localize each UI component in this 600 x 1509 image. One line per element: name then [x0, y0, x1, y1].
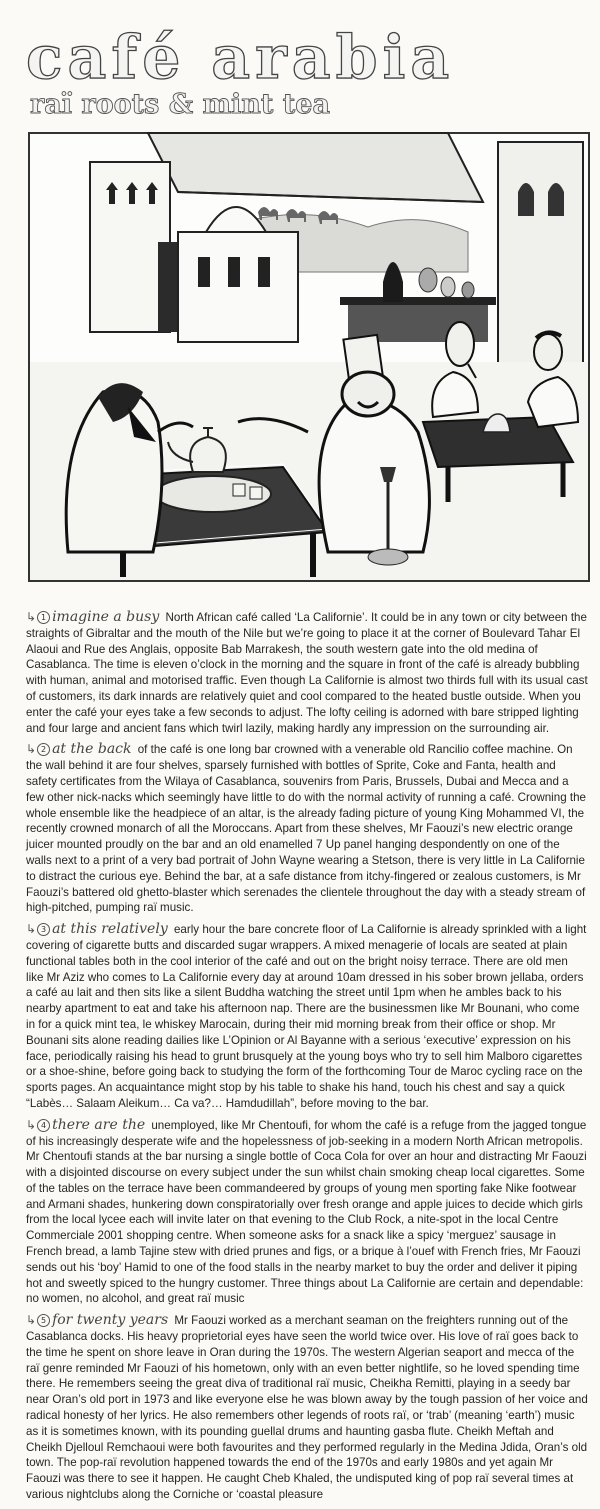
paragraph-text: unemployed, like Mr Chentoufi, for whom the café is a refuge from the jagged tongue of his increasingly desperate wife and the hopelessness of job-seeking in a modern North African metropolis. Mr Chentoufi stands at the bar nursing a single bottle of Coca Cola for over an hour and distracting Mr Faouzi with a disjointed discourse on every subject under the sun whilst chain smoking cheap local cigarettes. Some of the tables on the terrace have been commandeered by groups of young men sporting fake Nike footwear and Armani shades, hunkering down conspiratorially over fresh orange and apple juices to decide which girls from the local lycee each will invite later on that evening to the Club Rock, a nite-spot in the local Centre Commerciale 2001 shopping centre. When someone asks for a snack like a spicy ‘merguez’ sausage in French bread, a lamb Tajine stew with dried prunes and figs, or a brique à l’ouef with French fries, Mr Faouzi sends out his ‘boy’ Hamid to one of the food stalls in the nearby market to buy the order and deliver it piping hot and sweetly spiced to the hungry customer. Three things about La Californie are certain and dependable: no women, no alcohol, and great raï music	[26, 1118, 587, 1306]
paragraph-5	[26, 1313, 588, 1503]
paragraph-text: early hour the bare concrete floor of La Californie is already sprinkled with a light covering of cigarette butts and discarded sugar wrappers. A mixed menagerie of locals are seated at plain functional tables both in the cool interior of the café and out on the bright noisy terrace. There are old men like Mr Aziz who comes to La Californie every day at around 10am dressed in his sober brown jellaba, orders a café au lait and then sits like a silent Buddha watching the street until 1pm when he ambles back to his nearby apartment to eat and take his afternoon nap. There are the businessmen like Mr Bounani, who come in for a quick mint tea, le whiskey Marocain, during their mid morning break from their office or shop. Mr Bounani sits alone reading dailies like L’Opinion or Al Bayanne with a serious ‘executive’ expression on his face, periodically raising his head to grunt brusquely at the young boys who try to sell him Malboro cigarettes or a shoe-shine, before going back to studying the form of the forthcoming Tour de Maroc cycling race on the sports pages. An acquaintance might stop by his table to shake his hand, touch his chest and say a quick “Labès… Salaam Aleikum… Ca va?… Hamdudillah”, before moving to the bar.	[26, 923, 587, 1110]
page-title: café arabia	[26, 23, 455, 93]
paragraph-3	[26, 922, 588, 1112]
paragraph-number: 2	[37, 743, 50, 756]
paragraph-4	[26, 1118, 588, 1308]
bullet-tick-icon: ↳	[26, 610, 37, 624]
paragraph-number: 5	[37, 1314, 50, 1327]
paragraph-lead: for twenty years	[52, 1312, 169, 1329]
paragraph-text: North African café called ‘La Californie’. It could be in any town or city between the straights of Gibraltar and the mouth of the Nile but we’re going to place it at the corner of Boulevard Tahar El Alaoui and Rue des Anglais, opposite Bab Marrakesh, the south western gate into the old medina of Casablanca. The time is eleven o’clock in the morning and the square in front of the café is already bubbling with human, animal and motorised traffic. Even though La Californie is almost two thirds full with its usual cast of customers, its dark innards are relatively quiet and cool compared to the heated bustle outside. When you enter the café your eyes take a few seconds to adjust. The lofty ceiling is adorned with bare stripped lighting and four large and ancient fans which twirl lazily, making hardly any impression on the surrounding air.	[26, 611, 588, 735]
page-subtitle: raï roots & mint tea	[30, 89, 330, 120]
paragraph-2	[26, 742, 588, 916]
paragraph-lead: there are the	[52, 1116, 146, 1133]
paragraph-number: 3	[37, 923, 50, 936]
bullet-tick-icon: ↳	[26, 1117, 37, 1132]
paragraph-lead: imagine a busy	[52, 609, 160, 625]
bullet-tick-icon: ↳	[26, 1313, 37, 1328]
bullet-tick-icon: ↳	[26, 922, 37, 937]
paragraph-lead: at this relatively	[52, 921, 168, 938]
paragraph-text: Mr Faouzi worked as a merchant seaman on the freighters running out of the Casablanca docks. His heavy proprietorial eyes have seen the world twice over. His love of raï goes back to the time he spent on shore leave in Oran during the 1970s. The western Algerian seaport and mecca of the raï genre reminded Mr Faouzi of his hometown, only with an even better nightlife, so he loved spending time there. He remembers seeing the great diva of traditional raï music, Cheikha Remitti, playing in a seedy bar near Oran’s old port in 1973 and like everyone else he was blown away by the tough passion of her voice and radical honesty of her lyrics. He also remembers other legends of roots raï, or ‘trab’ (meaning ‘earth’) music as it is sometimes known, with its pounding guellal drums and haunting gasba flute. Cheikh Meftah and Cheikh Djelloul Remchaoui were both favourites and they performed regularly in the Medina Jdida, Oran’s old town. The pop-raï revolution happened towards the end of the 1970s and early 1980s and yet again Mr Faouzi was there to see it happen. He caught Cheb Khaled, the undisputed king of pop raï several times at various nightclubs along the Corniche or ‘coastal pleasure	[26, 1314, 588, 1502]
header	[20, 23, 580, 120]
article-body	[26, 610, 588, 1509]
cafe-illustration	[28, 132, 590, 582]
bullet-tick-icon: ↳	[26, 742, 37, 757]
paragraph-number: 4	[37, 1119, 50, 1132]
paragraph-number: 1	[37, 611, 50, 624]
paragraph-1	[26, 610, 588, 736]
paragraph-lead: at the back	[52, 741, 132, 758]
paragraph-text: of the café is one long bar crowned with a venerable old Rancilio coffee machine. On the wall behind it are four shelves, sparsely furnished with bottles of Sprite, Coke and Fanta, health and safety certificates from the Wilaya of Casablanca, souvenirs from Paris, Brussels, Dubai and Mecca and a few other nick-nacks which seemingly have little to do with the normal activity of running a café. Crowning the whole ensemble like the headpiece of an altar, is the already fading picture of young King Mohammed VI, the recently crowned monarch of all the Moroccans. Apart from these shelves, Mr Faouzi’s new electric orange juicer mounted proudly on the bar and an old enamelled 7 Up panel hanging despondently on one of the walls next to a print of a very bad portrait of John Wayne wearing a Stetson, there is very little in La Californie to distract the curious eye. Behind the bar, at a safe distance from itchy-fingered or zealous customers, is Mr Faouzi’s battered old ghetto-blaster which serenades the clientele throughout the day with a steady stream of high-pitched, pumping raï music.	[26, 743, 586, 915]
